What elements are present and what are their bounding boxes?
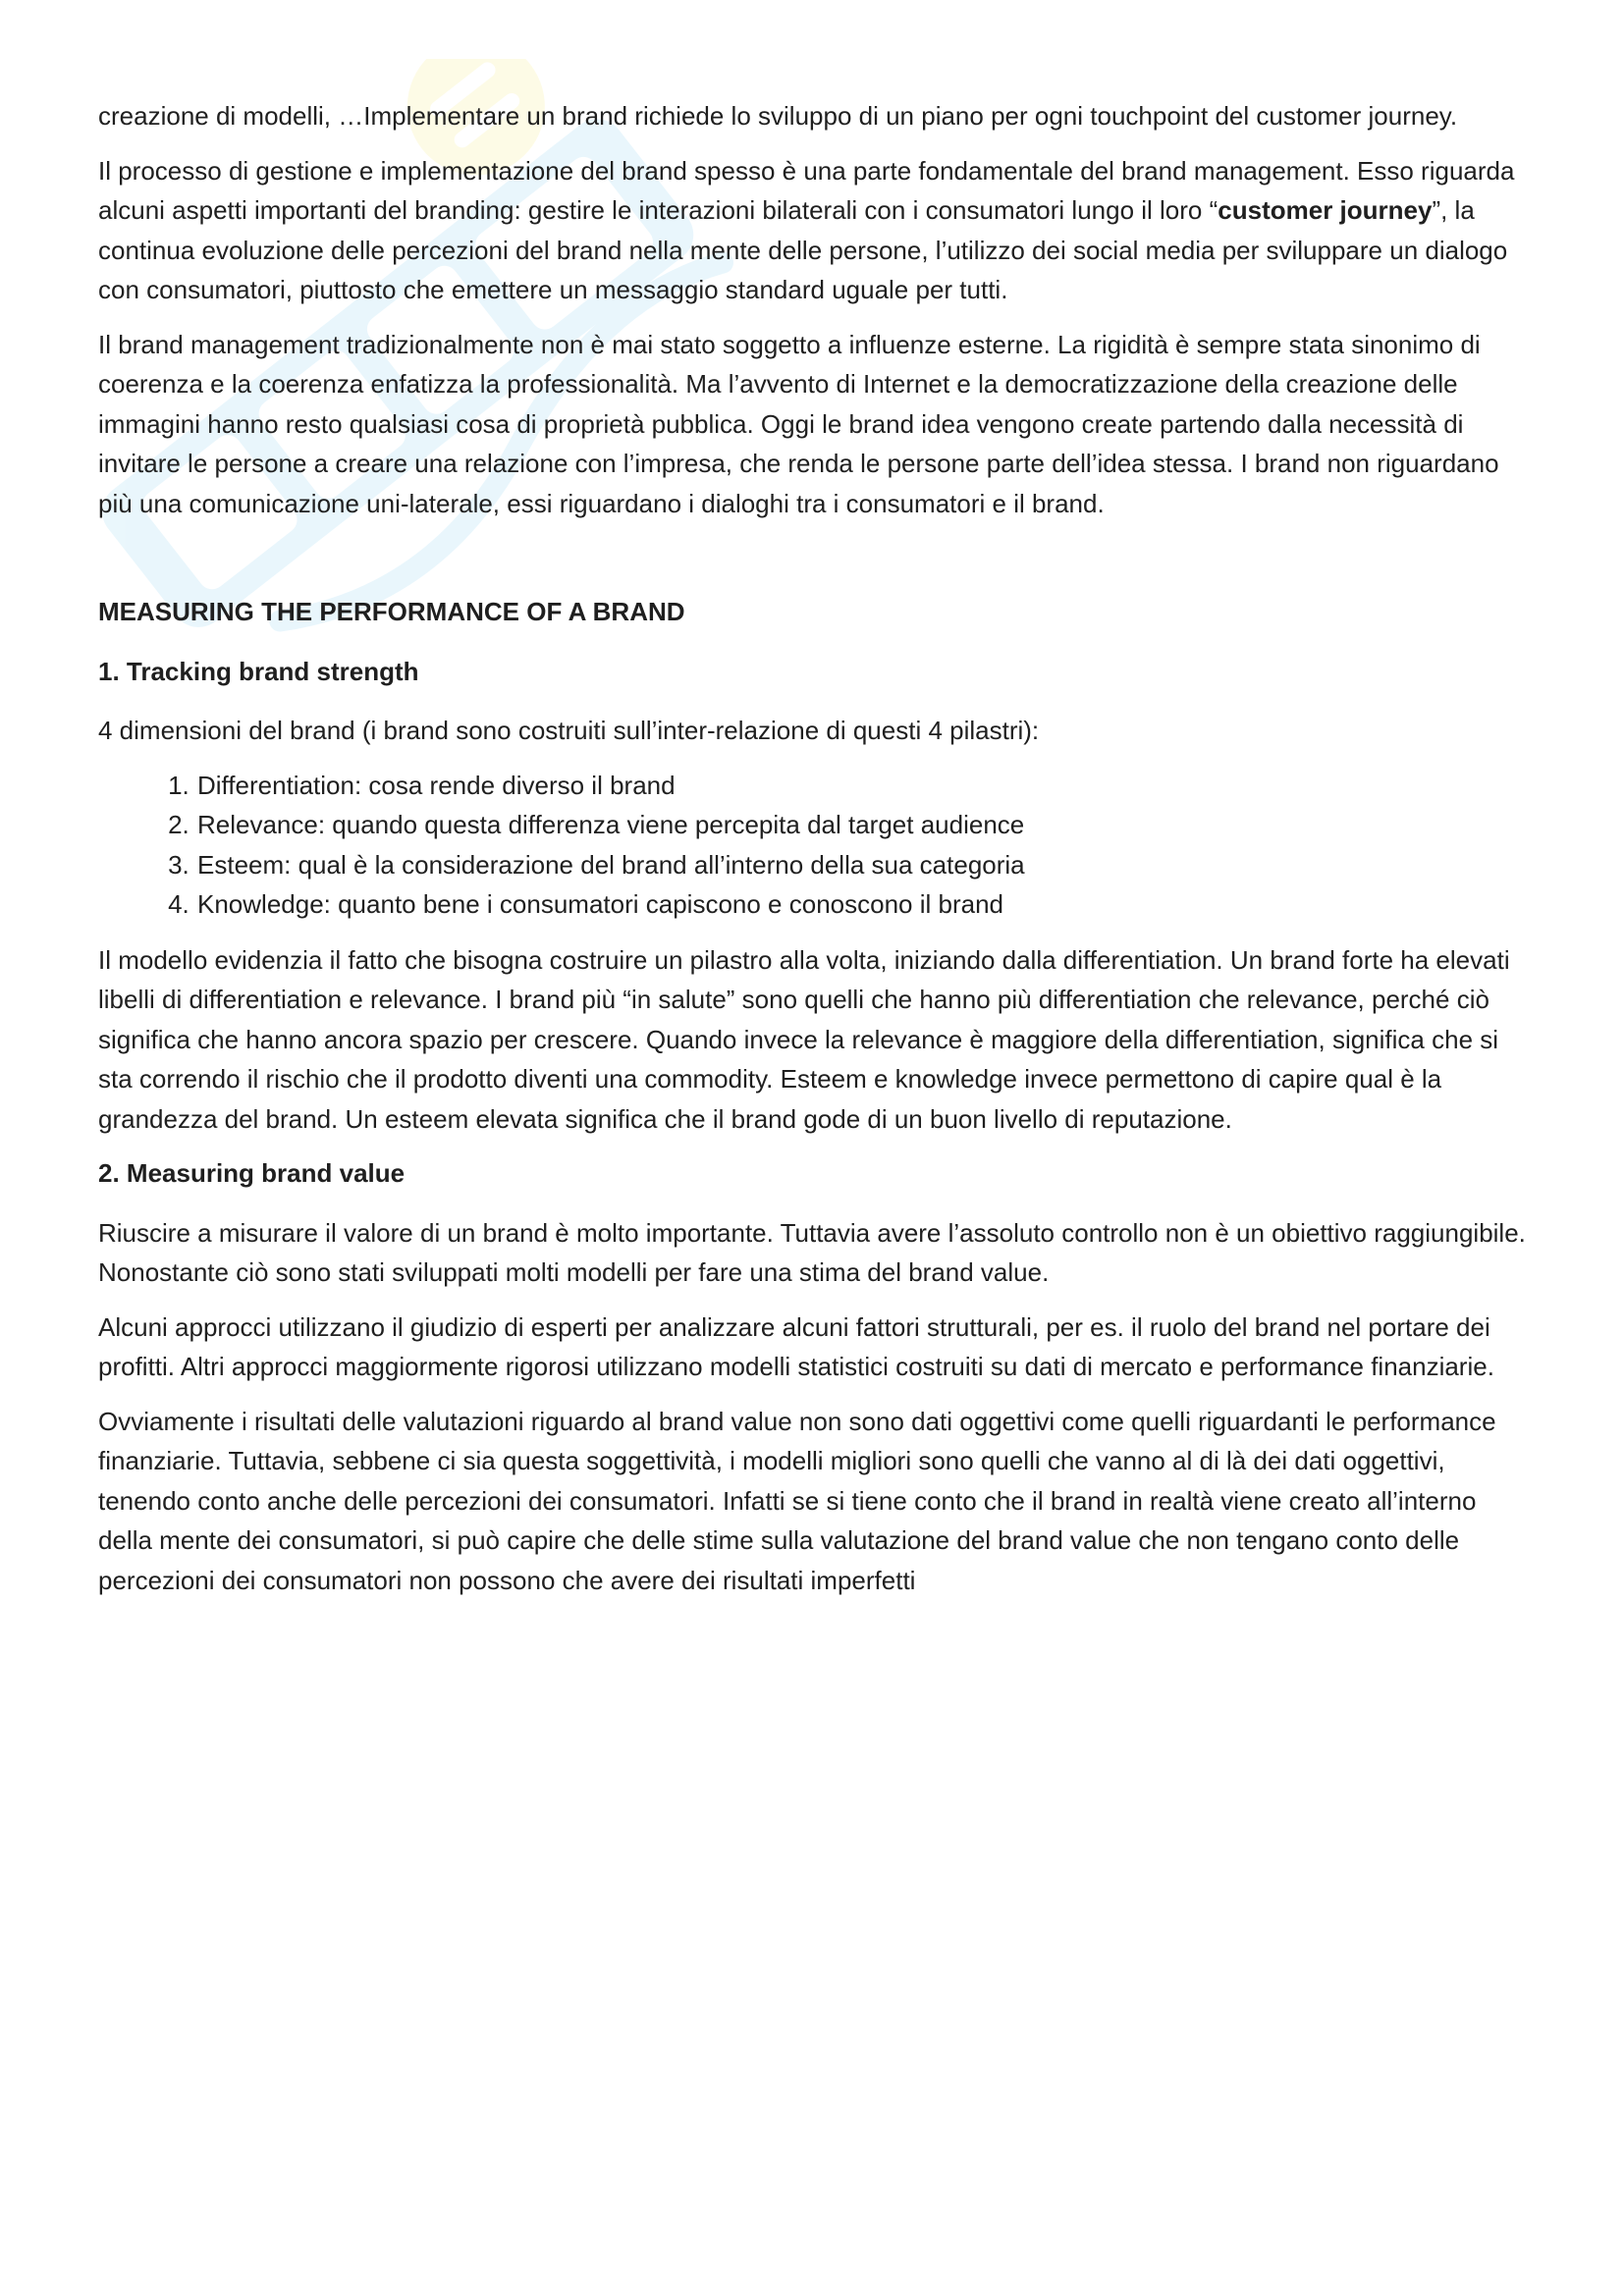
paragraph-model-explanation: Il modello evidenzia il fatto che bisogna costruire un pilastro alla volta, iniziando dalla differentiation. Un brand forte ha elevati libelli di differentiation e relevance. I brand più “in salute” sono quelli che hanno più differentiation che relevance, perché ciò significa che hanno ancora spazio per crescere. Quando invece la relevance è maggiore della differentiation, significa che si sta correndo il rischio che il prodotto diventi una commodity. Esteem e knowledge invece permettono di capire qual è la grandezza del brand. Un esteem elevata significa che il brand gode di un buon livello di reputazione. [98, 944, 1510, 1134]
bold-term-customer-journey: customer journey [1218, 195, 1433, 225]
list-item: 4. Knowledge: quanto bene i consumatori capiscono e conoscono il brand [196, 884, 1532, 925]
paragraph-traditional-brand-management: Il brand management tradizionalmente non è mai stato soggetto a influenze esterne. La rigidità è sempre stata sinonimo di coerenza e la coerenza enfatizza la professionalità. Ma l’avvento di Internet e la democratizzazione della creazione delle immagini hanno resto qualsiasi cosa di proprietà pubblica. Oggi le brand idea vengono create partendo dalla necessità di invitare le persone a creare una relazione con l’impresa, che renda le persone parte dell’idea stessa. I brand non riguardano più una comunicazione uni-laterale, essi riguardano i dialoghi tra i consumatori e il brand. [98, 329, 1499, 518]
list-item: 2. Relevance: quando questa differenza viene percepita dal target audience [196, 805, 1532, 845]
paragraph-text: ”, la continua evoluzione delle percezioni del brand nella mente delle persone, l’utilizzo dei social media per sviluppare un dialogo con consumatori, piuttosto che emettere un messaggio standard uguale per tutti. [98, 195, 1508, 304]
list-item: 1. Differentiation: cosa rende diverso il brand [196, 766, 1532, 806]
dimensions-list [98, 766, 1532, 925]
subsection-title-tracking: 1. Tracking brand strength [98, 656, 419, 686]
section-title: MEASURING THE PERFORMANCE OF A BRAND [98, 597, 685, 626]
paragraph-subjectivity: Ovviamente i risultati delle valutazioni riguardo al brand value non sono dati oggettivi come quelli riguardanti le performance finanziarie. Tuttavia, sebbene ci sia questa soggettività, i modelli migliori sono quelli che vanno al di là dei dati oggettivi, tenendo conto anche delle percezioni dei consumatori. Infatti se si tiene conto che il brand in realtà viene creato all’interno della mente dei consumatori, si può capire che delle stime sulla valutazione del brand value che non tengano conto delle percezioni dei consumatori non possono che avere dei risultati imperfetti [98, 1406, 1496, 1595]
paragraph-intro: creazione di modelli, …Implementare un brand richiede lo sviluppo di un piano per ogni touchpoint del customer journey. [98, 101, 1458, 131]
paragraph-approaches: Alcuni approcci utilizzano il giudizio di esperti per analizzare alcuni fattori strutturali, per es. il ruolo del brand nel portare dei profitti. Altri approcci maggiormente rigorosi utilizzano modelli statistici costruiti su dati di mercato e performance finanziarie. [98, 1311, 1494, 1381]
paragraph-measuring-value: Riuscire a misurare il valore di un brand è molto importante. Tuttavia avere l’assoluto controllo non è un obiettivo raggiungibile. Nonostante ciò sono stati sviluppati molti modelli per fare una stima del brand value. [98, 1217, 1526, 1287]
list-item: 3. Esteem: qual è la considerazione del brand all’interno della sua categoria [196, 845, 1532, 885]
subsection-title-brand-value: 2. Measuring brand value [98, 1158, 406, 1188]
paragraph-text: Il processo di gestione e implementazione del brand spesso è una parte fondamentale del brand management. Esso riguarda alcuni aspetti importanti del branding: gestire le interazioni bilaterali con i consumatori lungo il loro “ [98, 155, 1515, 225]
document-body [98, 96, 1532, 1615]
paragraph-brand-management-process [98, 151, 1532, 310]
paragraph-dimensions-intro: 4 dimensioni del brand (i brand sono costruiti sull’inter-relazione di questi 4 pilastri): [98, 716, 1040, 745]
